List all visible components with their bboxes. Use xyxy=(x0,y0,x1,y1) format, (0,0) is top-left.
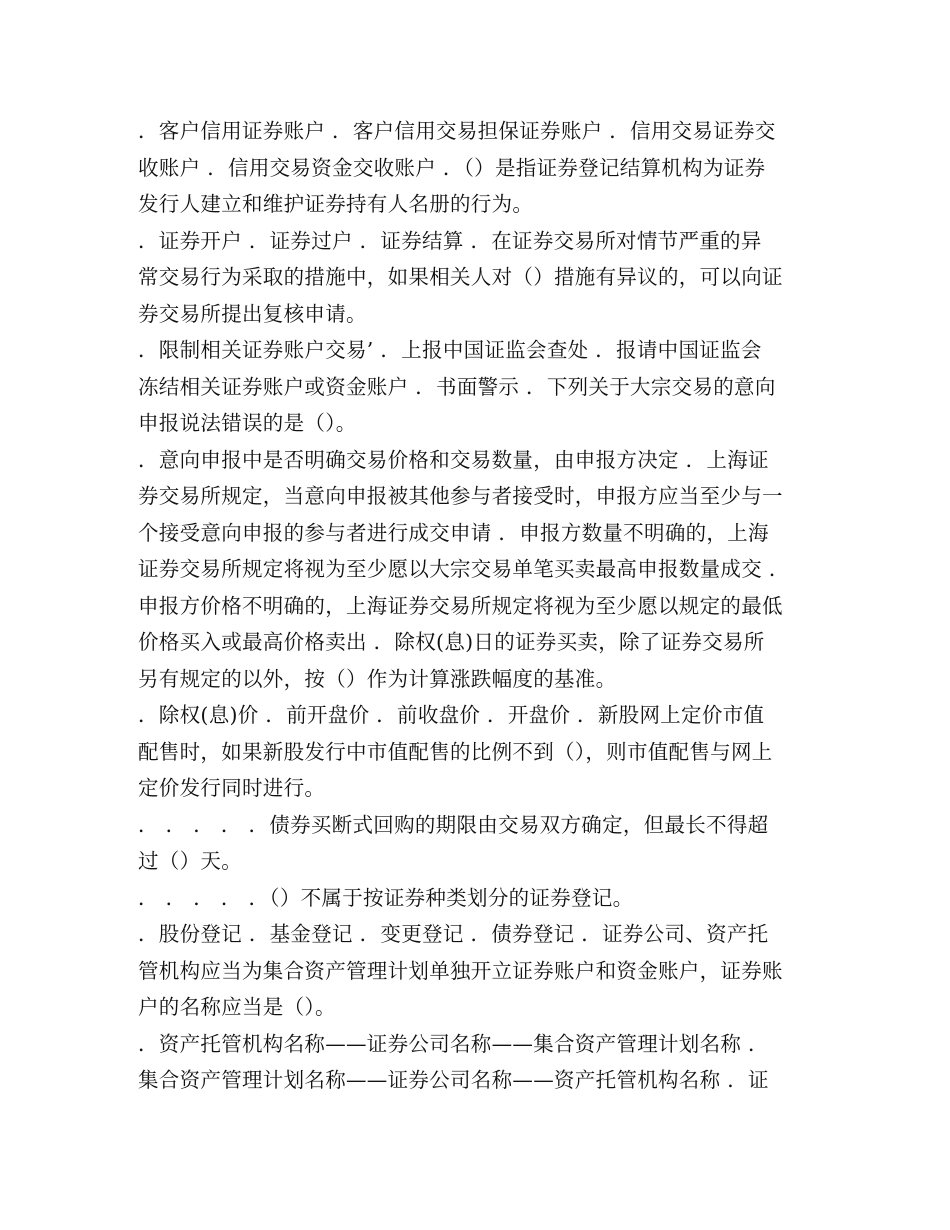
text-line: 收账户 ．信用交易资金交收账户 ．（）是指证券登记结算机构为证券 xyxy=(138,155,766,180)
text-line: ． ． ． ． ．债券买断式回购的期限由交易双方确定，但最长不得超 xyxy=(138,812,769,837)
text-line: 常交易行为采取的措施中，如果相关人对（）措施有异议的，可以向证 xyxy=(138,265,783,289)
text-line: 户的名称应当是（）。 xyxy=(138,995,336,1019)
text-line: 券交易所提出复核申请。 xyxy=(138,301,367,326)
text-line: 申报方价格不明确的，上海证券交易所规定将视为至少愿以规定的最低 xyxy=(138,593,783,618)
text-line: 价格买入或最高价格卖出 ．除权(息)日的证券买卖，除了证券交易所 xyxy=(138,630,765,654)
text-line: 管机构应当为集合资产管理计划单独开立证券账户和资金账户，证券账 xyxy=(138,958,783,983)
document-body xyxy=(138,113,828,1099)
text-line: 个接受意向申报的参与者进行成交申请 ．申报方数量不明确的，上海 xyxy=(138,520,769,545)
text-line: 发行人建立和维护证券持有人名册的行为。 xyxy=(138,192,534,216)
text-line: 集合资产管理计划名称——证券公司名称——资产托管机构名称 ．证 xyxy=(138,1068,769,1092)
text-line: 过（）天。 xyxy=(138,849,242,873)
text-line: ．资产托管机构名称——证券公司名称——集合资产管理计划名称 ． xyxy=(138,1031,769,1056)
text-line: ．股份登记 ．基金登记 ．变更登记 ．债券登记 ．证券公司、资产托 xyxy=(138,922,769,946)
text-line: 券交易所规定，当意向申报被其他参与者接受时，申报方应当至少与一 xyxy=(138,484,783,508)
text-line: ．限制相关证券账户交易’ ．上报中国证监会查处 ．报请中国证监会 xyxy=(138,338,762,362)
text-line: ．证券开户 ．证券过户 ．证券结算 ．在证券交易所对情节严重的异 xyxy=(138,228,762,253)
text-line: ．意向申报中是否明确交易价格和交易数量，由申报方决定 ．上海证 xyxy=(138,447,769,472)
text-line: 冻结相关证券账户或资金账户 ．书面警示 ．下列关于大宗交易的意向 xyxy=(138,374,776,399)
text-line: 证券交易所规定将视为至少愿以大宗交易单笔买卖最高申报数量成交 ． xyxy=(138,557,790,581)
text-line: 另有规定的以外，按（）作为计算涨跌幅度的基准。 xyxy=(138,666,617,691)
text-line: 定价发行同时进行。 xyxy=(138,776,326,800)
text-line: 配售时，如果新股发行中市值配售的比例不到（），则市值配售与网上 xyxy=(138,739,773,764)
text-line: ． ． ． ． ．（）不属于按证券种类划分的证券登记。 xyxy=(138,885,634,910)
text-line: ．除权(息)价 ．前开盘价 ．前收盘价 ．开盘价 ．新股网上定价市值 xyxy=(138,703,765,727)
text-line: 申报说法错误的是（）。 xyxy=(138,411,357,435)
text-line: ．客户信用证券账户 ．客户信用交易担保证券账户 ．信用交易证券交 xyxy=(138,119,776,143)
